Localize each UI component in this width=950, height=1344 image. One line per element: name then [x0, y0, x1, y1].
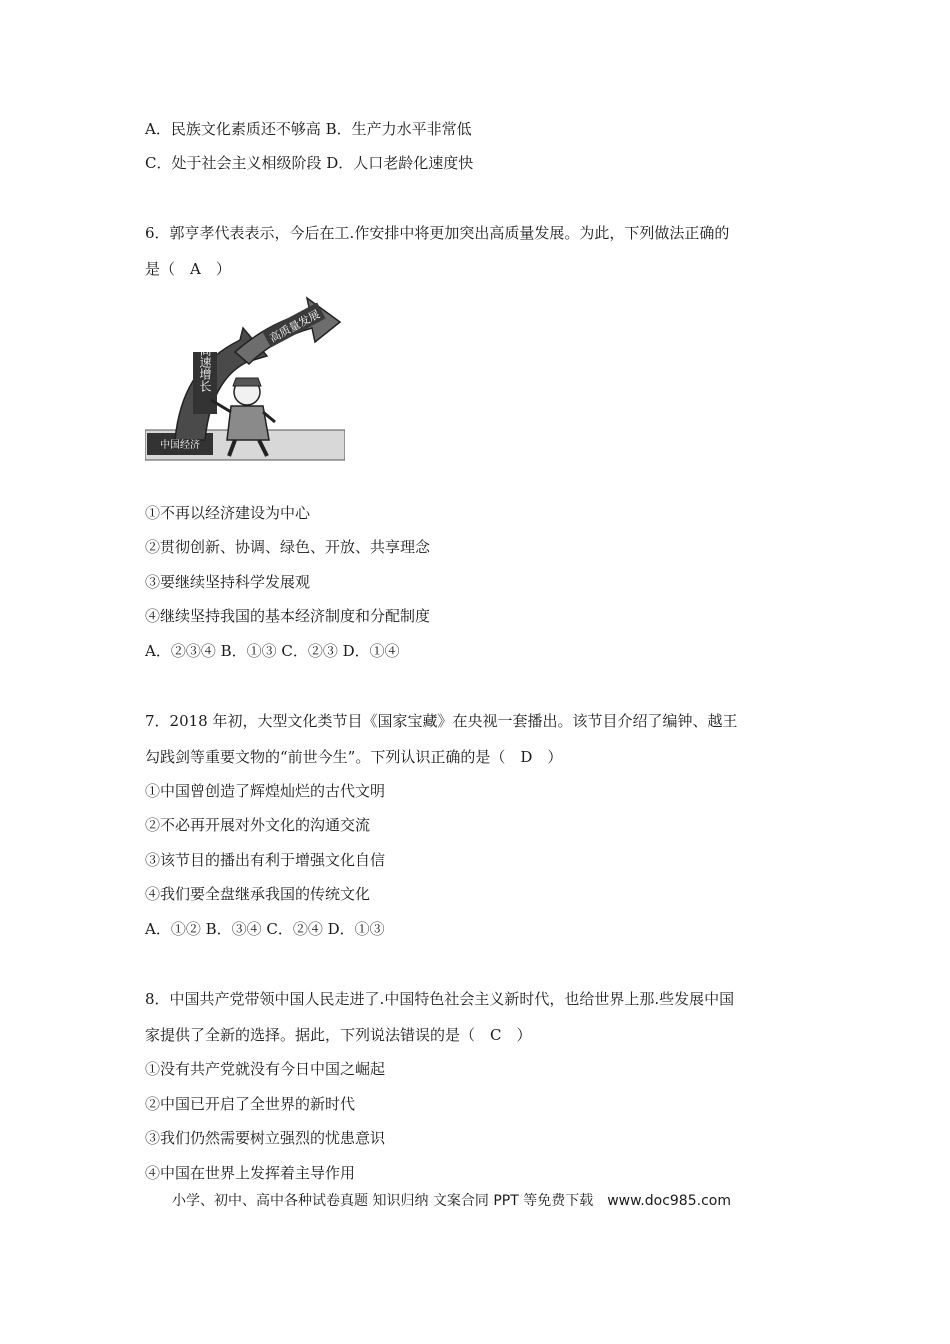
q5-options-line-1: A．民族文化素质还不够高 B．生产力水平非常低: [145, 120, 472, 138]
q8-stem-line-1: 8．中国共产党带领中国人民走进了.中国特色社会主义新时代，也给世界上那.些发展中国: [145, 990, 735, 1008]
q6-options: A．②③④ B．①③ C．②③ D．①④: [145, 642, 400, 660]
q6-stem-line-1: 6．郭亨孝代表表示，今后在工.作安排中将更加突出高质量发展。为此，下列做法正确的: [145, 224, 730, 242]
label-high-quality: 高质量发展: [267, 307, 323, 345]
q5-options-line-2: C．处于社会主义相级阶段 D．人口老龄化速度快: [145, 154, 474, 172]
q7-item-2: ②不必再开展对外文化的沟通交流: [145, 816, 371, 834]
q7-stem-line-1: 7．2018 年初，大型文化类节目《国家宝藏》在央视一套播出。该节目介绍了编钟、越王: [145, 712, 738, 730]
label-high-speed: 高速增长: [198, 344, 212, 392]
q7-options: A．①② B．③④ C．②④ D．①③: [145, 920, 385, 938]
q8-item-4: ④中国在世界上发挥着主导作用: [145, 1164, 356, 1182]
q6-stem-line-2: 是（ A ）: [145, 260, 231, 278]
label-china-economy: 中国经济: [160, 440, 200, 451]
q6-item-3: ③要继续坚持科学发展观: [145, 573, 311, 591]
economy-arrow-illustration: [145, 290, 345, 462]
page-footer: 小学、初中、高中各种试卷真题 知识归纳 文案合同 PPT 等免费下载 www.doc985.com: [172, 1193, 731, 1209]
q7-item-1: ①中国曾创造了辉煌灿烂的古代文明: [145, 782, 386, 800]
q8-item-1: ①没有共产党就没有今日中国之崛起: [145, 1060, 386, 1078]
q7-item-4: ④我们要全盘继承我国的传统文化: [145, 885, 371, 903]
q7-stem-line-2: 勾践剑等重要文物的“前世今生”。下列认识正确的是（ D ）: [145, 748, 563, 766]
q6-item-1: ①不再以经济建设为中心: [145, 504, 311, 522]
q6-item-4: ④继续坚持我国的基本经济制度和分配制度: [145, 607, 431, 625]
q6-item-2: ②贯彻创新、协调、绿色、开放、共享理念: [145, 538, 431, 556]
q7-item-3: ③该节目的播出有利于增强文化自信: [145, 851, 386, 869]
q8-item-3: ③我们仍然需要树立强烈的忧患意识: [145, 1129, 386, 1147]
q8-stem-line-2: 家提供了全新的选择。据此，下列说法错误的是（ C ）: [145, 1026, 532, 1044]
q8-item-2: ②中国已开启了全世界的新时代: [145, 1095, 356, 1113]
